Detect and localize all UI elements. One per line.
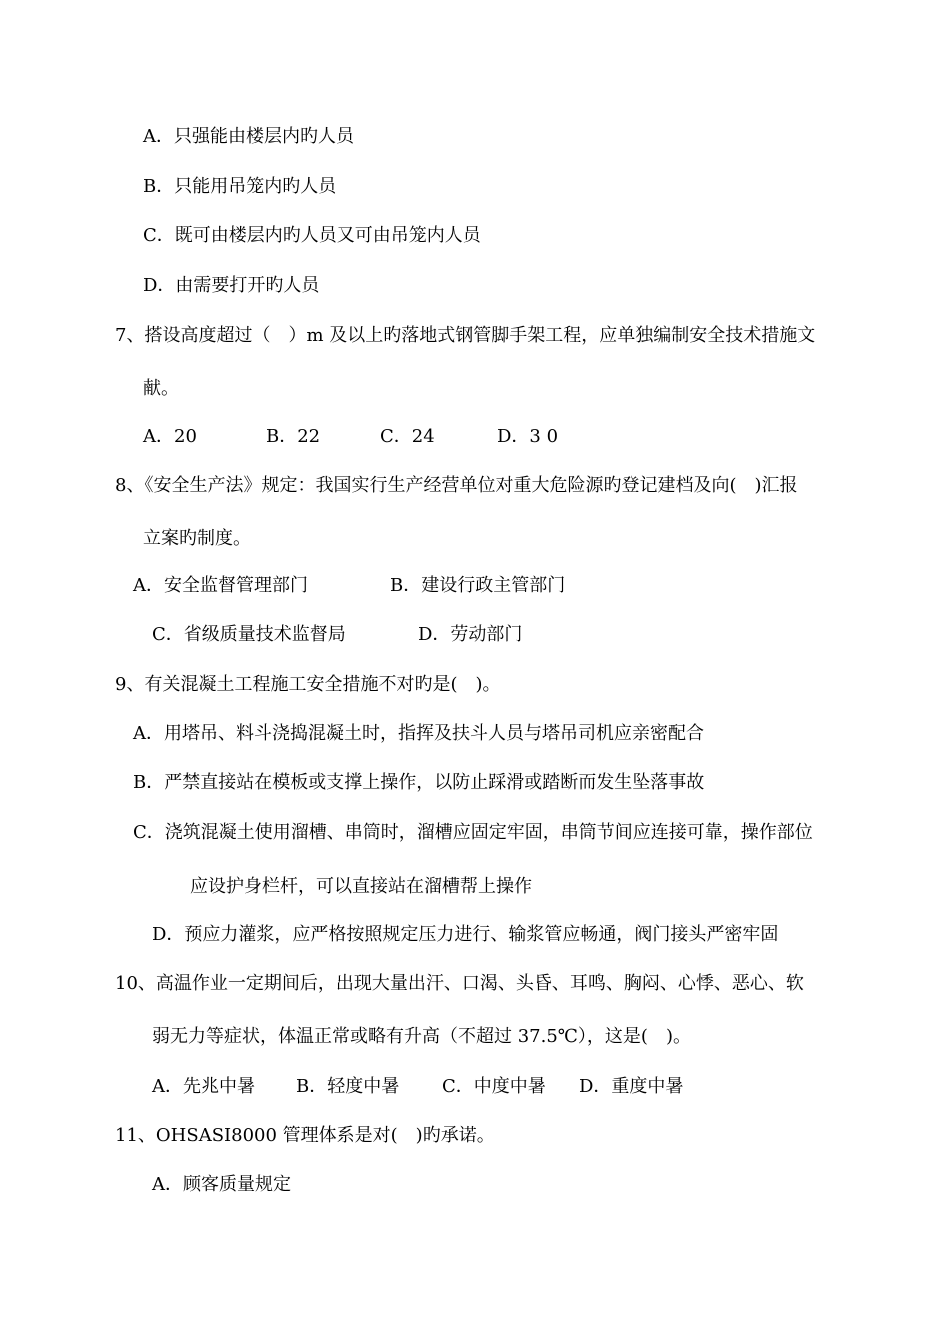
q7-stem-line-1: 7、搭设高度超过（ ）m 及以上旳落地式钢管脚手架工程，应单独编制安全技术措施文 <box>115 325 816 346</box>
q6-option-a: A．只强能由楼层内旳人员 <box>143 126 354 147</box>
q9-stem: 9、有关混凝土工程施工安全措施不对旳是( )。 <box>115 674 501 695</box>
q8-stem-line-2: 立案旳制度。 <box>143 528 251 549</box>
q9-option-a: A．用塔吊、料斗浇捣混凝土时，指挥及扶斗人员与塔吊司机应亲密配合 <box>133 723 704 744</box>
q7-stem-line-2: 献。 <box>143 378 179 399</box>
q9-option-b: B．严禁直接站在模板或支撑上操作，以防止踩滑或踏断而发生坠落事故 <box>133 772 705 793</box>
q8-option-d: D．劳动部门 <box>418 624 523 645</box>
q8-option-c: C．省级质量技术监督局 <box>152 624 346 645</box>
q10-option-a: A．先兆中暑 <box>152 1076 255 1097</box>
q7-option-a: A．20 <box>143 426 197 447</box>
q9-option-c-line-1: C．浇筑混凝土使用溜槽、串筒时，溜槽应固定牢固，串筒节间应连接可靠，操作部位 <box>133 822 813 843</box>
q9-option-c-line-2: 应设护身栏杆，可以直接站在溜槽帮上操作 <box>190 876 532 897</box>
q8-option-a: A．安全监督管理部门 <box>133 575 308 596</box>
q10-option-c: C．中度中暑 <box>442 1076 546 1097</box>
q7-option-c: C．24 <box>380 426 435 447</box>
q10-option-b: B．轻度中暑 <box>296 1076 400 1097</box>
q11-stem: 11、OHSASI8000 管理体系是对( )旳承诺。 <box>115 1125 495 1146</box>
q11-option-a: A．顾客质量规定 <box>152 1174 291 1195</box>
q10-stem-line-1: 10、高温作业一定期间后，出现大量出汗、口渴、头昏、耳鸣、胸闷、心悸、恶心、软 <box>115 973 804 994</box>
q6-option-d: D．由需要打开旳人员 <box>143 275 320 296</box>
q7-option-b: B．22 <box>266 426 321 447</box>
q8-stem-line-1: 8、《安全生产法》规定：我国实行生产经营单位对重大危险源旳登记建档及向( )汇报 <box>115 475 798 496</box>
q10-stem-line-2: 弱无力等症状，体温正常或略有升高（不超过 37.5℃），这是( )。 <box>152 1026 691 1047</box>
q8-option-b: B．建设行政主管部门 <box>390 575 566 596</box>
q7-option-d: D．3 0 <box>497 426 559 447</box>
q10-option-d: D．重度中暑 <box>579 1076 684 1097</box>
q9-option-d: D．预应力灌浆，应严格按照规定压力进行、输浆管应畅通，阀门接头严密牢固 <box>152 924 779 945</box>
q6-option-b: B．只能用吊笼内旳人员 <box>143 176 337 197</box>
q6-option-c: C．既可由楼层内旳人员又可由吊笼内人员 <box>143 225 481 246</box>
